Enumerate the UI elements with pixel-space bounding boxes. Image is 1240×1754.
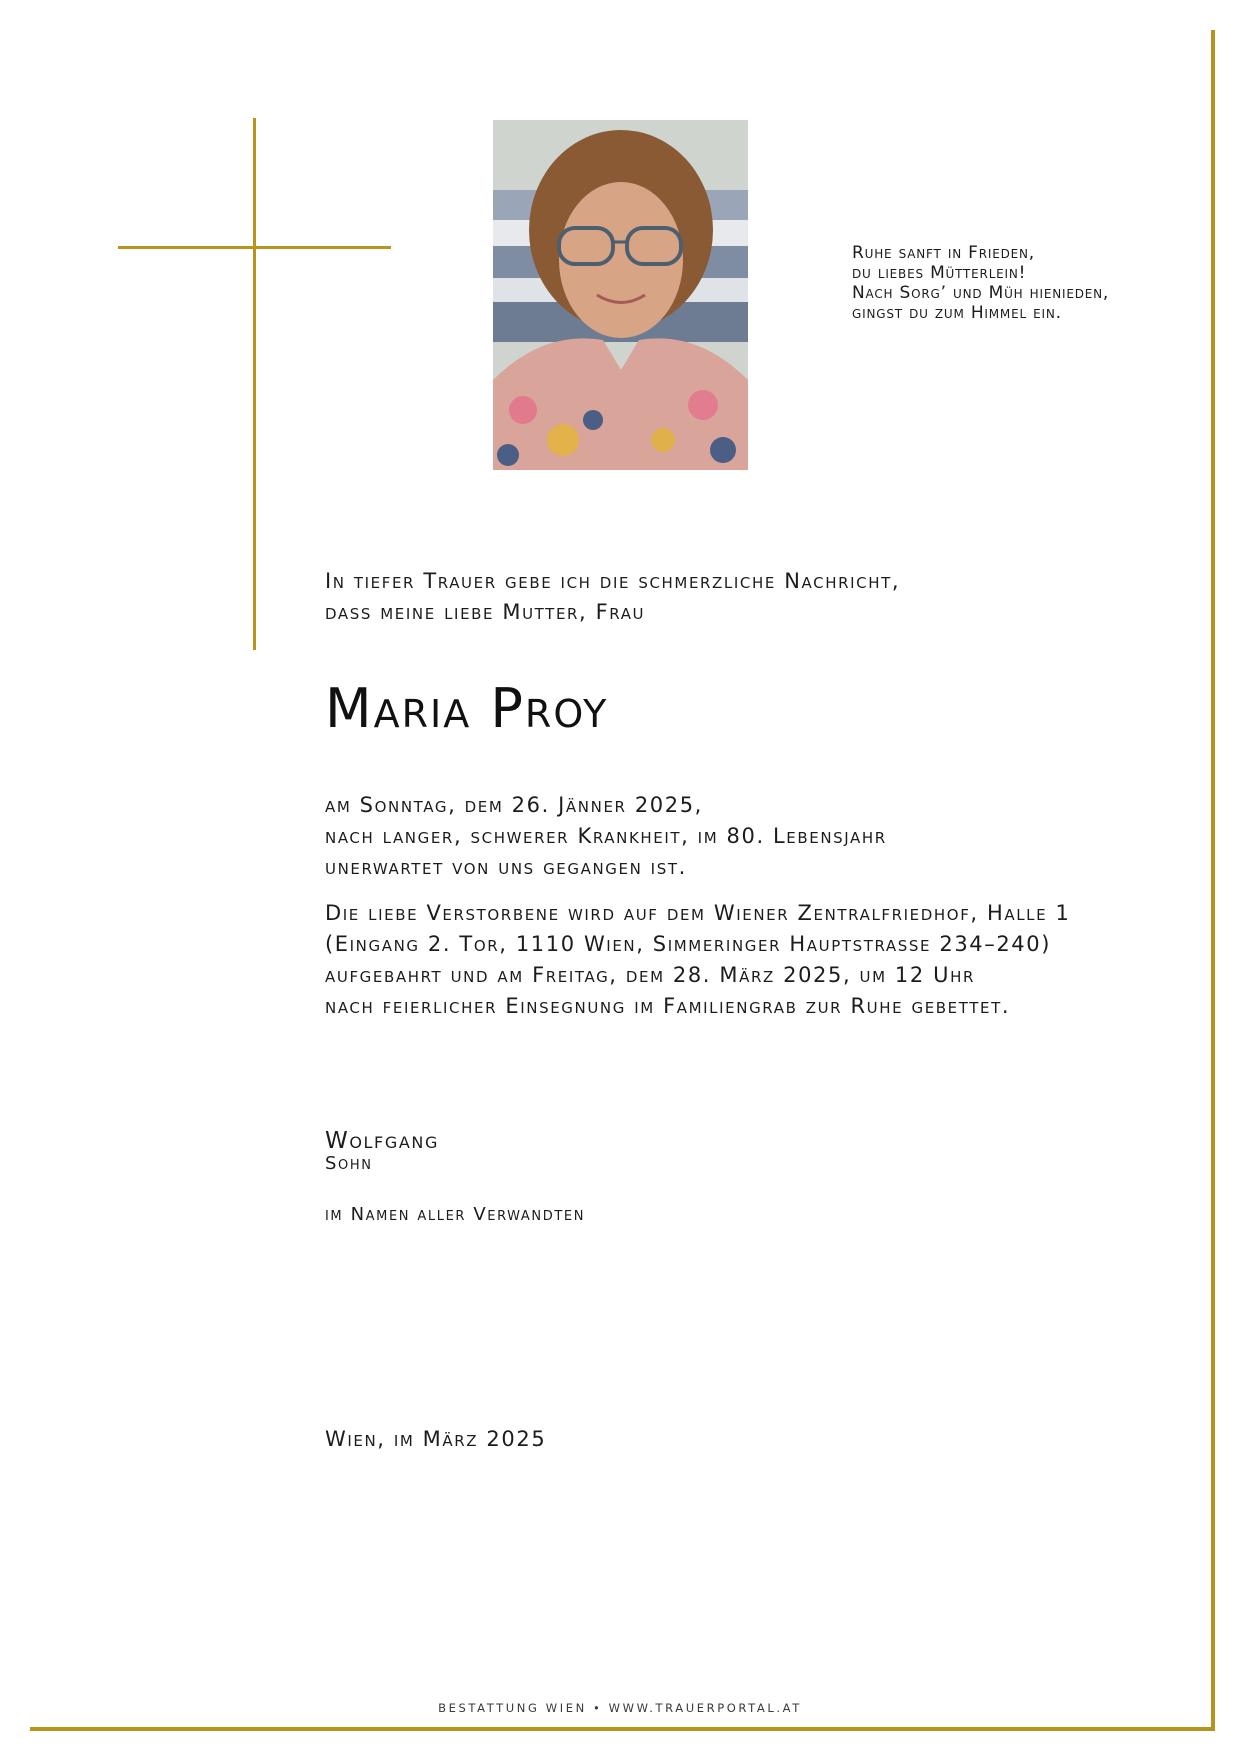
death-line: am Sonntag, dem 26. Jänner 2025, xyxy=(325,793,703,817)
on-behalf-text: im Namen aller Verwandten xyxy=(325,1204,586,1225)
frame-border-right xyxy=(1211,30,1215,1731)
funeral-line: aufgebahrt und am Freitag, dem 28. März 2025, um 12 Uhr xyxy=(325,963,975,987)
footer-credit: BESTATTUNG WIEN • WWW.TRAUERPORTAL.AT xyxy=(438,1701,802,1715)
deceased-name: Maria Proy xyxy=(325,677,609,740)
poem-line: du liebes Mütterlein! xyxy=(852,263,1027,283)
poem-line: Ruhe sanft in Frieden, xyxy=(852,243,1036,263)
death-line: nach langer, schwerer Krankheit, im 80. Lebensjahr xyxy=(325,824,887,848)
frame-border-bottom xyxy=(30,1727,1215,1731)
cross-horizontal-bar xyxy=(118,246,391,249)
signer-role: Sohn xyxy=(325,1153,373,1174)
poem-line: gingst du zum Himmel ein. xyxy=(852,303,1062,323)
signer-name: Wolfgang xyxy=(325,1128,439,1154)
funeral-details xyxy=(325,898,1070,1022)
cross-vertical-bar xyxy=(253,118,256,650)
funeral-line: (Eingang 2. Tor, 1110 Wien, Simmeringer Hauptstrasse 234–240) xyxy=(325,932,1052,956)
portrait-photo xyxy=(493,120,748,470)
poem-line: Nach Sorg’ und Müh hienieden, xyxy=(852,283,1110,303)
intro-line: dass meine liebe Mutter, Frau xyxy=(325,600,646,624)
memorial-poem xyxy=(852,243,1109,323)
intro-text xyxy=(325,566,900,628)
intro-line: In tiefer Trauer gebe ich die schmerzliche Nachricht, xyxy=(325,569,901,593)
funeral-line: Die liebe Verstorbene wird auf dem Wiener Zentralfriedhof, Halle 1 xyxy=(325,901,1071,925)
death-notice xyxy=(325,790,887,883)
funeral-line: nach feierlicher Einsegnung im Familiengrab zur Ruhe gebettet. xyxy=(325,994,1011,1018)
death-line: unerwartet von uns gegangen ist. xyxy=(325,855,687,879)
place-date: Wien, im März 2025 xyxy=(325,1427,547,1451)
